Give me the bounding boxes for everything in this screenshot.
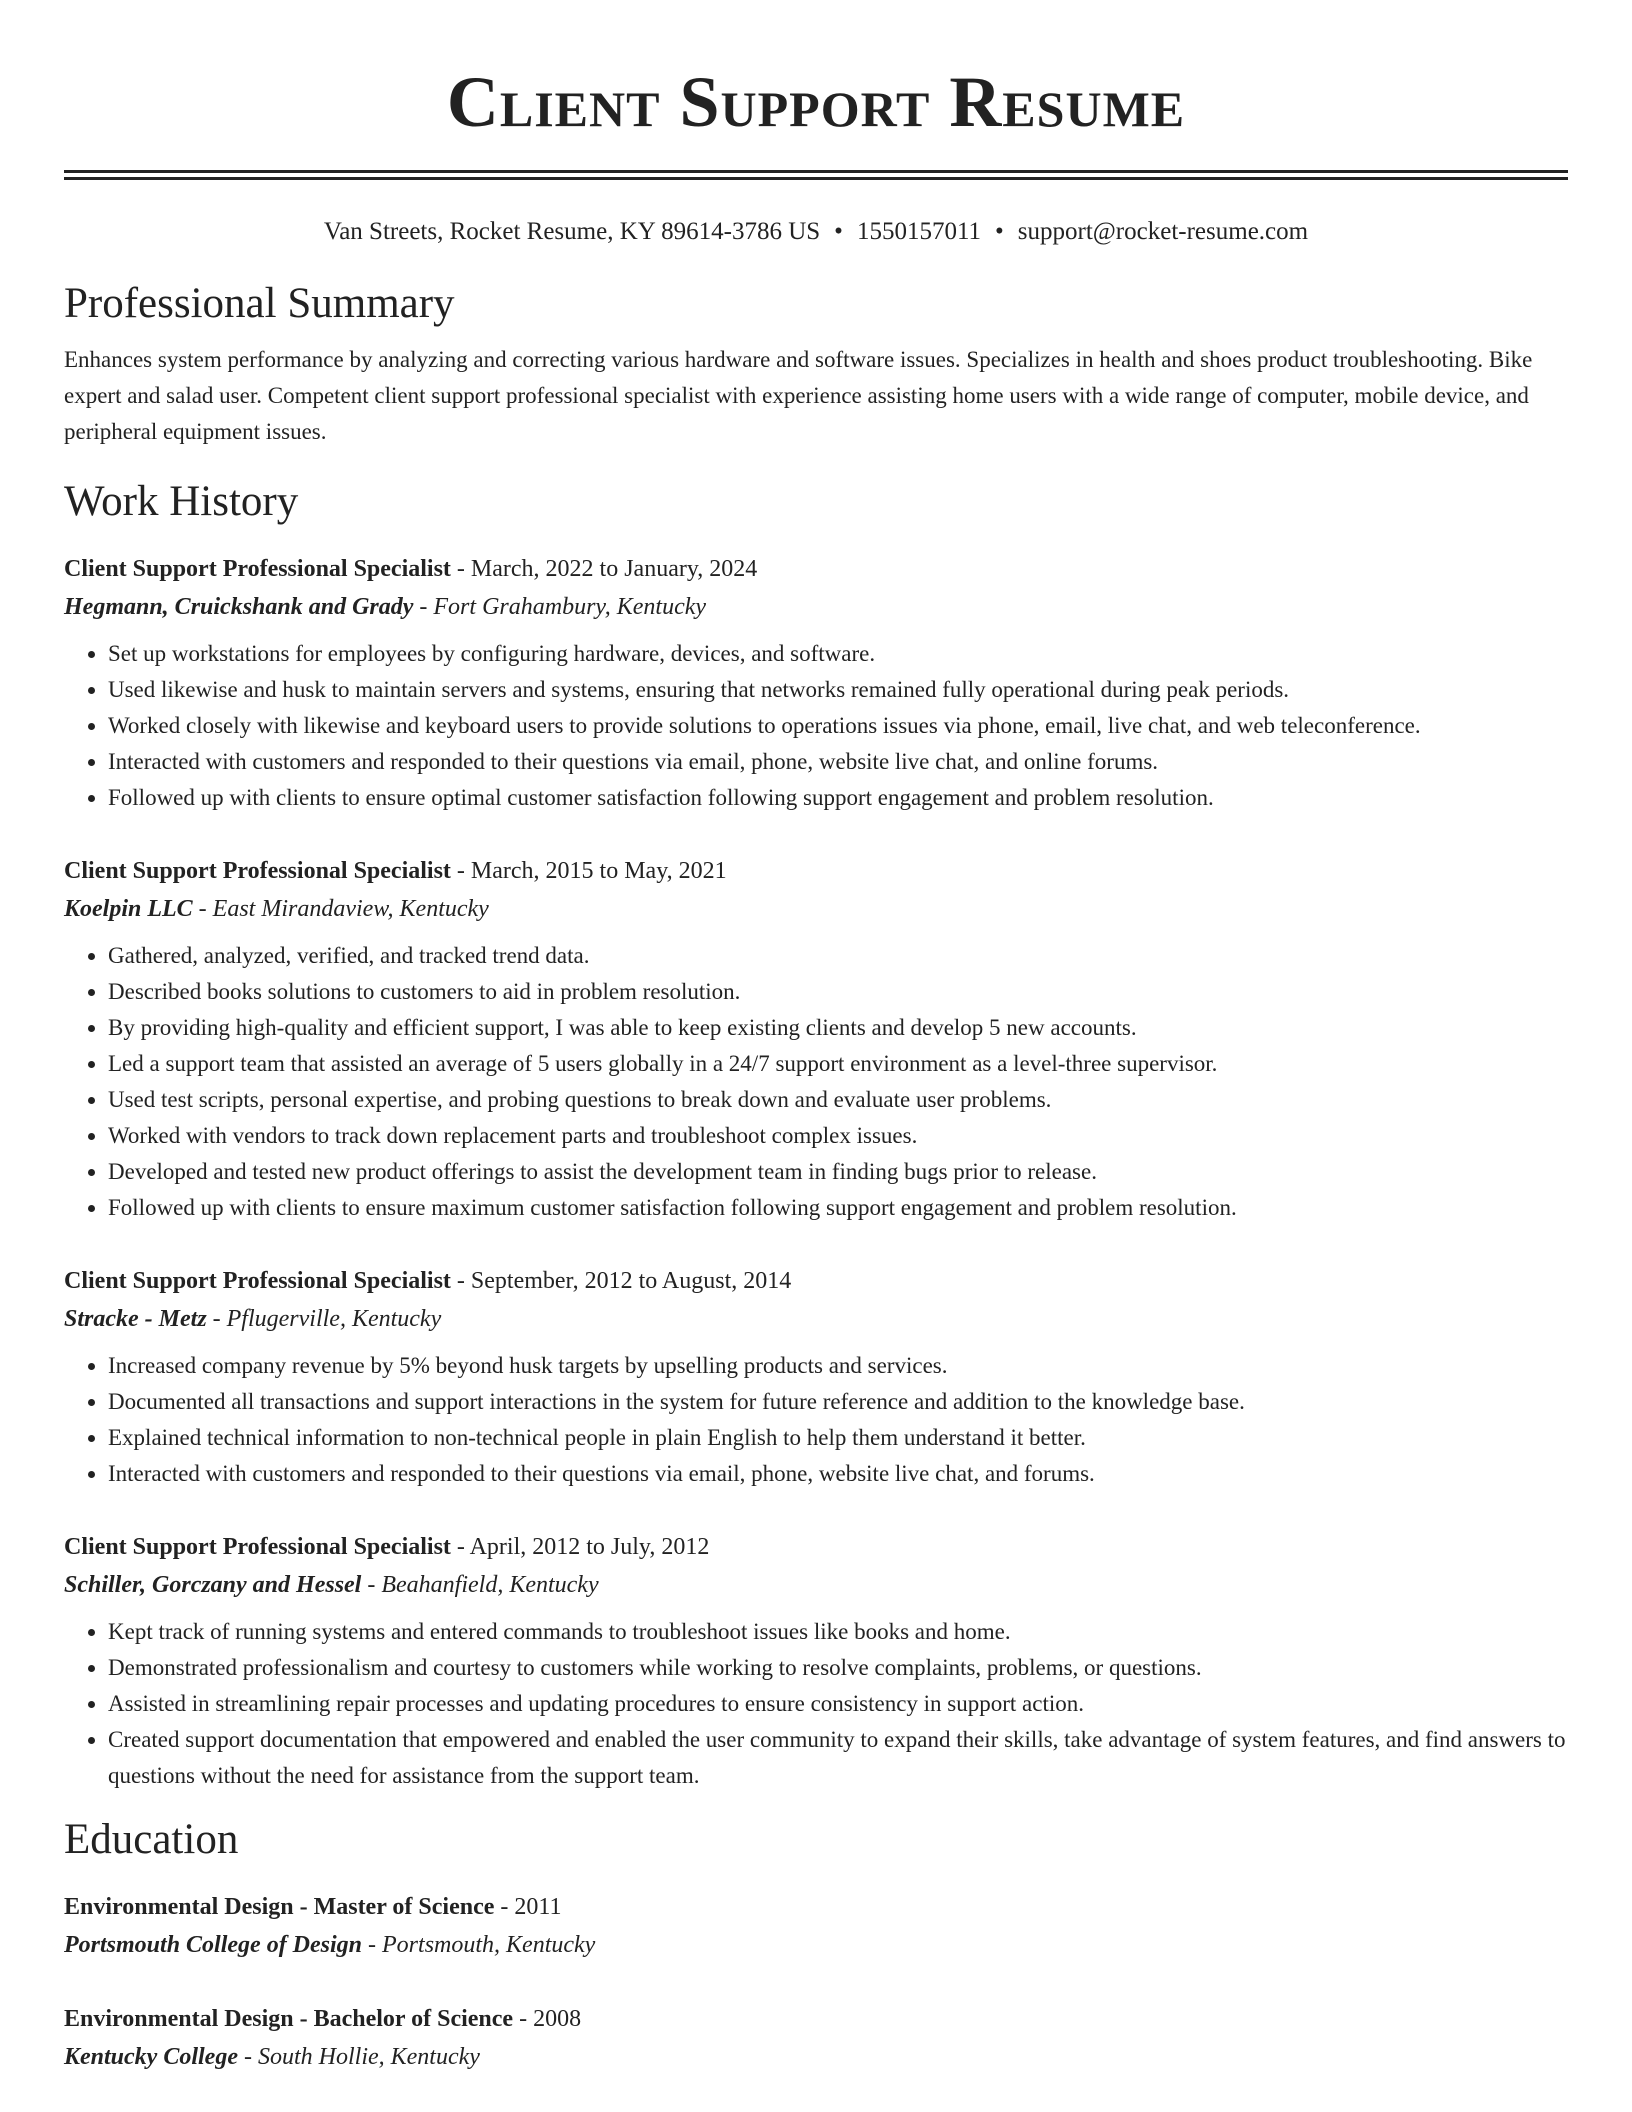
company-name: Koelpin LLC: [64, 896, 193, 922]
school-location: - South Hollie, Kentucky: [237, 2044, 480, 2070]
job-bullets: [64, 1614, 1568, 1794]
summary-text: Enhances system performance by analyzing and correcting various hardware and software issues. Specializes in health and shoes product troubleshooting. Bike expert and salad user. Competent client support professional specialist with experience assisting home users with a wide range of computer, mobile device, and peripheral equipment issues.: [64, 347, 1533, 444]
degree-line: [64, 1888, 1568, 1926]
list-item: • Demonstrated professionalism and courtesy to customers while working to resolve complaints, problems, or questions.: [108, 1650, 1568, 1686]
school-line: [64, 2038, 1568, 2076]
contact-separator: •: [834, 218, 843, 245]
list-item: • Developed and tested new product offerings to assist the development team in finding bugs prior to release.: [108, 1154, 1568, 1190]
list-item: • Used test scripts, personal expertise, and probing questions to break down and evaluate user problems.: [108, 1082, 1568, 1118]
work-history-heading: Work History: [64, 478, 299, 525]
company-location: - East Mirandaview, Kentucky: [192, 896, 489, 922]
company-name: Schiller, Gorczany and Hessel: [64, 1572, 362, 1598]
job-title: Client Support Professional Specialist: [64, 556, 451, 582]
job-entry: [64, 852, 1568, 1226]
job-bullets: [64, 1348, 1568, 1492]
job-dates: - March, 2015 to May, 2021: [450, 858, 727, 884]
company-line: [64, 1566, 1568, 1604]
degree-line: [64, 2000, 1568, 2038]
contact-line: [64, 216, 1568, 248]
job-title-line: [64, 852, 1568, 890]
resume-title: Client Support Resume: [446, 62, 1186, 142]
job-bullets: [64, 938, 1568, 1226]
company-location: - Fort Grahambury, Kentucky: [413, 594, 707, 620]
list-item: • Described books solutions to customers to aid in problem resolution.: [108, 974, 1568, 1010]
company-line: [64, 588, 1568, 626]
education-heading: Education: [64, 1816, 239, 1863]
list-item: • Increased company revenue by 5% beyond husk targets by upselling products and services.: [108, 1348, 1568, 1384]
company-name: Stracke - Metz: [64, 1306, 207, 1332]
degree-year: - 2011: [494, 1894, 562, 1920]
job-title-line: [64, 550, 1568, 588]
degree-name: Environmental Design - Bachelor of Science: [64, 2006, 514, 2032]
list-item: • By providing high-quality and efficient support, I was able to keep existing clients and develop 5 new accounts.: [108, 1010, 1568, 1046]
list-item: • Interacted with customers and responded to their questions via email, phone, website live chat, and online forums.: [108, 744, 1568, 780]
list-item: • Kept track of running systems and entered commands to troubleshoot issues like books and home.: [108, 1614, 1568, 1650]
list-item: • Used likewise and husk to maintain servers and systems, ensuring that networks remained fully operational during peak periods.: [108, 672, 1568, 708]
company-line: [64, 890, 1568, 928]
list-item: • Worked closely with likewise and keyboard users to provide solutions to operations issues via phone, email, live chat, and web teleconference.: [108, 708, 1568, 744]
degree-year: - 2008: [513, 2006, 582, 2032]
education-entry: [64, 1888, 1568, 1964]
job-title: Client Support Professional Specialist: [64, 858, 451, 884]
list-item: • Explained technical information to non-technical people in plain English to help them understand it better.: [108, 1420, 1568, 1456]
job-entry: [64, 1262, 1568, 1492]
company-name: Hegmann, Cruickshank and Grady: [64, 594, 414, 620]
school-location: - Portsmouth, Kentucky: [362, 1932, 596, 1958]
job-bullets: [64, 636, 1568, 816]
list-item: • Gathered, analyzed, verified, and tracked trend data.: [108, 938, 1568, 974]
summary-heading: Professional Summary: [64, 280, 455, 327]
job-title-line: [64, 1262, 1568, 1300]
list-item: • Interacted with customers and responded to their questions via email, phone, website live chat, and forums.: [108, 1456, 1568, 1492]
contact-email: support@rocket-resume.com: [1017, 218, 1309, 245]
degree-name: Environmental Design - Master of Science: [64, 1894, 495, 1920]
job-entry: [64, 550, 1568, 816]
contact-address: Van Streets, Rocket Resume, KY 89614-3786 US: [323, 218, 821, 245]
contact-separator: •: [995, 218, 1004, 245]
job-dates: - March, 2022 to January, 2024: [450, 556, 758, 582]
company-location: - Beahanfield, Kentucky: [361, 1572, 599, 1598]
list-item: • Set up workstations for employees by configuring hardware, devices, and software.: [108, 636, 1568, 672]
list-item: • Followed up with clients to ensure maximum customer satisfaction following support engagement and problem resolution.: [108, 1190, 1568, 1226]
job-title: Client Support Professional Specialist: [64, 1534, 451, 1560]
list-item: • Followed up with clients to ensure optimal customer satisfaction following support engagement and problem resolution.: [108, 780, 1568, 816]
school-line: [64, 1926, 1568, 1964]
list-item: • Assisted in streamlining repair processes and updating procedures to ensure consistency in support action.: [108, 1686, 1568, 1722]
list-item: • Documented all transactions and support interactions in the system for future reference and addition to the knowledge base.: [108, 1384, 1568, 1420]
list-item: • Worked with vendors to track down replacement parts and troubleshoot complex issues.: [108, 1118, 1568, 1154]
job-entry: [64, 1528, 1568, 1794]
school-name: Portsmouth College of Design: [64, 1932, 363, 1958]
list-item: • Created support documentation that empowered and enabled the user community to expand their skills, take advantage of system features, and find answers to questions without the need for assistance from the support team.: [108, 1722, 1568, 1794]
list-item: • Led a support team that assisted an average of 5 users globally in a 24/7 support environment as a level-three supervisor.: [108, 1046, 1568, 1082]
company-line: [64, 1300, 1568, 1338]
company-location: - Pflugerville, Kentucky: [206, 1306, 442, 1332]
title-double-rule: [64, 170, 1568, 180]
job-dates: - September, 2012 to August, 2014: [450, 1268, 792, 1294]
job-dates: - April, 2012 to July, 2012: [450, 1534, 710, 1560]
education-entry: [64, 2000, 1568, 2076]
school-name: Kentucky College: [64, 2044, 238, 2070]
contact-phone: 1550157011: [856, 218, 982, 245]
job-title: Client Support Professional Specialist: [64, 1268, 451, 1294]
job-title-line: [64, 1528, 1568, 1566]
